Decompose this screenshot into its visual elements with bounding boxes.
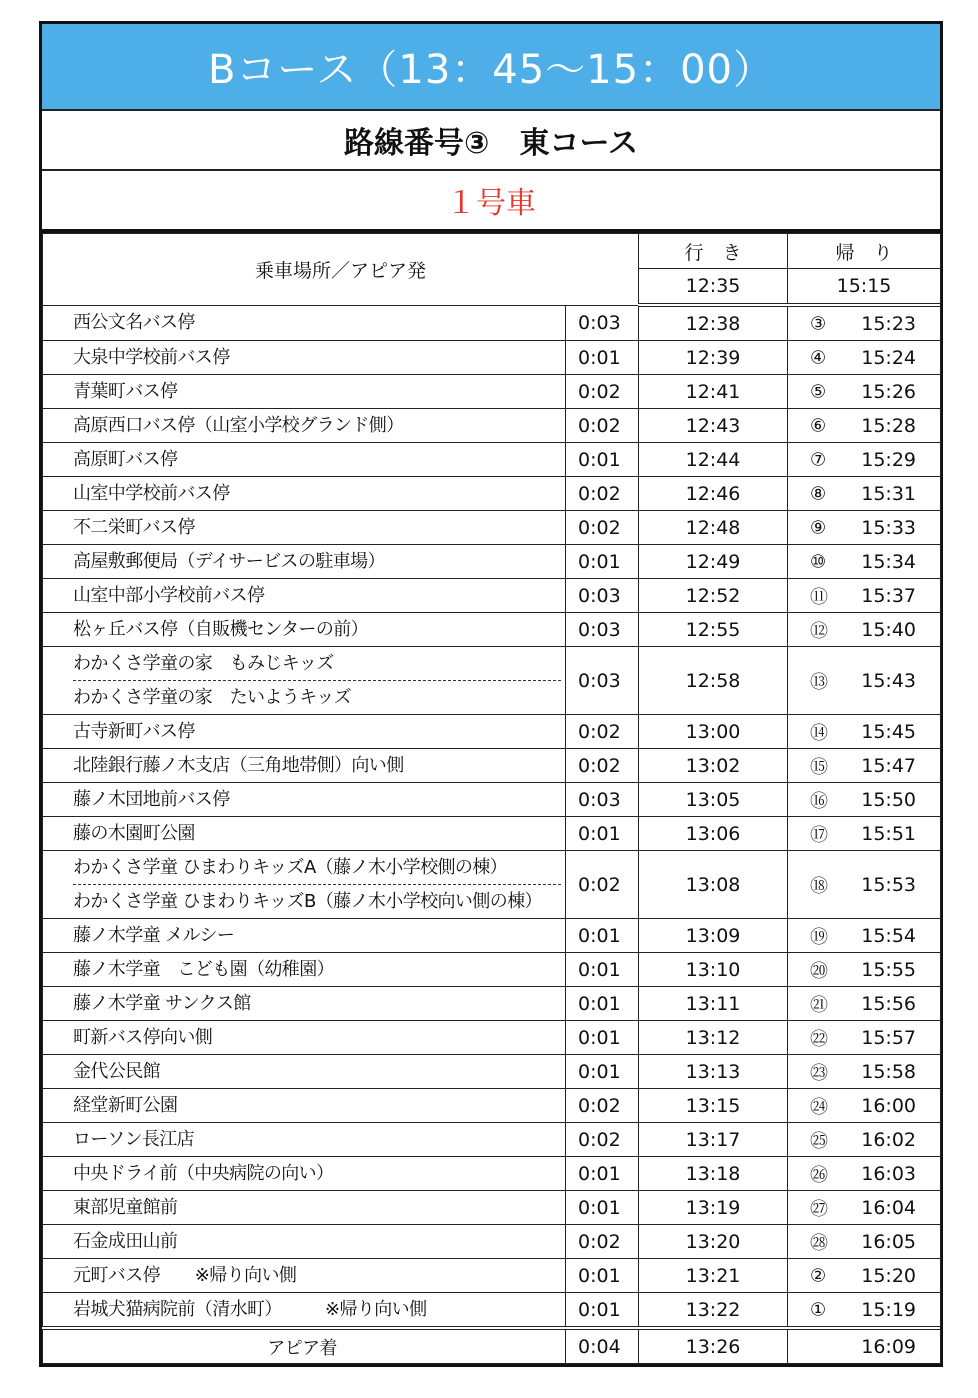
stop-name (43, 1157, 566, 1191)
stop-name (43, 953, 566, 987)
return-order-number: ⑤ (810, 381, 827, 402)
outbound-time: 13:00 (639, 715, 788, 749)
stop-name (43, 1293, 566, 1329)
stop-name-text: 金代公民館 (73, 1061, 160, 1082)
outbound-time: 13:12 (639, 1021, 788, 1055)
stop-name (43, 647, 566, 715)
duration: 0:03 (566, 579, 639, 613)
stop-name (43, 375, 566, 409)
stop-name (43, 987, 566, 1021)
outbound-time: 13:21 (639, 1259, 788, 1293)
return-cell (788, 919, 941, 953)
stop-name (43, 1225, 566, 1259)
arrival-row (43, 1328, 941, 1364)
duration: 0:02 (566, 409, 639, 443)
arrival-return-time: 16:09 (861, 1335, 917, 1358)
return-cell (788, 443, 941, 477)
return-order-number: ⑨ (810, 517, 827, 538)
return-time: 15:26 (861, 380, 917, 403)
table-row (43, 953, 941, 987)
return-order-number: ⑪ (810, 586, 829, 608)
stop-name (43, 749, 566, 783)
return-cell (788, 409, 941, 443)
duration: 0:01 (566, 1293, 639, 1329)
table-row (43, 1293, 941, 1329)
stop-header: 乗車場所／アピア発 (43, 234, 639, 306)
table-row (43, 817, 941, 851)
stop-name-text: わかくさ学童 ひまわりキッズA（藤ノ木小学校側の棟） (73, 857, 508, 878)
outbound-time: 13:17 (639, 1123, 788, 1157)
stop-name-text: 中央ドライ前（中央病院の向い） (73, 1163, 334, 1184)
return-cell (788, 1123, 941, 1157)
return-time: 15:40 (861, 618, 917, 641)
return-order-number: ㉘ (810, 1232, 829, 1254)
table-row (43, 1089, 941, 1123)
duration: 0:01 (566, 341, 639, 375)
return-time: 15:24 (861, 346, 917, 369)
outbound-time: 13:10 (639, 953, 788, 987)
stop-name (43, 511, 566, 545)
outbound-time: 12:43 (639, 409, 788, 443)
table-row (43, 477, 941, 511)
return-time: 16:00 (861, 1094, 917, 1117)
table-row (43, 851, 941, 919)
return-time: 15:47 (861, 754, 917, 777)
outbound-time: 12:39 (639, 341, 788, 375)
return-order-number: ㉗ (810, 1198, 829, 1220)
car-number: １号車 (42, 171, 940, 233)
stop-name (43, 715, 566, 749)
duration: 0:03 (566, 613, 639, 647)
return-cell (788, 715, 941, 749)
duration: 0:03 (566, 305, 639, 341)
return-cell (788, 647, 941, 715)
stop-name-text: 藤ノ木学童 メルシー (73, 925, 235, 946)
stop-name-text: 藤の木園町公園 (73, 823, 195, 844)
stop-name-text: 町新バス停向い側 (73, 1027, 213, 1048)
return-order-number: ① (810, 1299, 827, 1320)
return-time: 16:02 (861, 1128, 917, 1151)
stop-name (43, 851, 566, 919)
outbound-time: 12:55 (639, 613, 788, 647)
stop-name-text: 経堂新町公園 (73, 1095, 178, 1116)
table-row (43, 443, 941, 477)
return-time: 15:51 (861, 822, 917, 845)
stop-name-text: 古寺新町バス停 (73, 721, 195, 742)
stop-name-text: 高屋敷郵便局（デイサービスの駐車場） (73, 551, 385, 572)
return-header: 帰 り (788, 234, 941, 269)
outbound-time: 13:19 (639, 1191, 788, 1225)
stop-name-text: ローソン長江店 (73, 1129, 195, 1150)
return-cell (788, 851, 941, 919)
return-cell (788, 987, 941, 1021)
arrival-name: アピア着 (43, 1328, 566, 1364)
return-cell (788, 545, 941, 579)
stop-name-text: わかくさ学童の家 もみじキッズ (73, 653, 334, 674)
return-start-time: 15:15 (788, 269, 941, 306)
return-order-number: ⑲ (810, 926, 829, 948)
outbound-time: 12:49 (639, 545, 788, 579)
return-cell (788, 511, 941, 545)
return-order-number: ⑩ (810, 551, 827, 572)
stop-name-text: 大泉中学校前バス停 (73, 347, 230, 368)
return-time: 15:23 (861, 312, 917, 335)
return-cell (788, 1191, 941, 1225)
stop-name (43, 579, 566, 613)
table-row (43, 1225, 941, 1259)
return-time: 16:04 (861, 1196, 917, 1219)
return-time: 15:34 (861, 550, 917, 573)
outbound-time: 13:22 (639, 1293, 788, 1329)
arrival-duration: 0:04 (566, 1328, 639, 1364)
return-time: 15:31 (861, 482, 917, 505)
table-row (43, 1191, 941, 1225)
duration: 0:01 (566, 443, 639, 477)
duration: 0:02 (566, 511, 639, 545)
table-row (43, 647, 941, 715)
stop-name (43, 919, 566, 953)
return-order-number: ⑰ (810, 824, 829, 846)
table-row (43, 375, 941, 409)
outbound-time: 13:09 (639, 919, 788, 953)
duration: 0:01 (566, 545, 639, 579)
return-cell (788, 1157, 941, 1191)
stop-name (43, 477, 566, 511)
timetable (42, 233, 941, 1364)
table-row (43, 1021, 941, 1055)
return-cell (788, 1259, 941, 1293)
table-row (43, 1157, 941, 1191)
duration: 0:02 (566, 1225, 639, 1259)
outbound-time: 12:38 (639, 305, 788, 341)
stop-name (43, 443, 566, 477)
return-cell (788, 817, 941, 851)
return-time: 15:55 (861, 958, 917, 981)
table-row (43, 579, 941, 613)
return-order-number: ⑬ (810, 671, 829, 693)
return-time: 15:57 (861, 1026, 917, 1049)
return-order-number: ⑧ (810, 483, 827, 504)
table-row (43, 1055, 941, 1089)
return-time: 15:37 (861, 584, 917, 607)
return-order-number: ② (810, 1265, 827, 1286)
return-time: 15:58 (861, 1060, 917, 1083)
return-cell (788, 1225, 941, 1259)
table-row (43, 613, 941, 647)
outbound-start-time: 12:35 (639, 269, 788, 306)
return-order-number: ⑥ (810, 415, 827, 436)
return-cell (788, 1089, 941, 1123)
return-time: 15:45 (861, 720, 917, 743)
stop-name-text: 北陸銀行藤ノ木支店（三角地帯側）向い側 (73, 755, 404, 776)
return-cell (788, 579, 941, 613)
outbound-time: 12:46 (639, 477, 788, 511)
return-order-number: ④ (810, 347, 827, 368)
stop-name-text: わかくさ学童の家 たいようキッズ (73, 680, 561, 714)
duration: 0:03 (566, 647, 639, 715)
stop-name (43, 409, 566, 443)
stop-name-text: 山室中学校前バス停 (73, 483, 230, 504)
outbound-header: 行 き (639, 234, 788, 269)
return-order-number: ㉔ (810, 1096, 829, 1118)
duration: 0:02 (566, 1089, 639, 1123)
stop-name (43, 1089, 566, 1123)
return-order-number: ㉖ (810, 1164, 829, 1186)
return-time: 15:53 (861, 873, 917, 896)
stop-name-text: 高原町バス停 (73, 449, 178, 470)
table-row (43, 305, 941, 341)
duration: 0:01 (566, 1259, 639, 1293)
outbound-time: 13:05 (639, 783, 788, 817)
route-title: 路線番号③ 東コース (42, 111, 940, 171)
return-cell (788, 477, 941, 511)
return-order-number: ㉑ (810, 994, 829, 1016)
duration: 0:01 (566, 1055, 639, 1089)
return-order-number: ③ (810, 313, 827, 334)
return-time: 16:03 (861, 1162, 917, 1185)
outbound-time: 12:58 (639, 647, 788, 715)
table-row (43, 749, 941, 783)
table-row (43, 1259, 941, 1293)
return-time: 15:28 (861, 414, 917, 437)
table-row (43, 341, 941, 375)
header-row (43, 234, 941, 269)
stop-name (43, 1259, 566, 1293)
stop-name-text: 藤ノ木学童 こども園（幼稚園） (73, 959, 334, 980)
stop-name (43, 1123, 566, 1157)
stop-name (43, 341, 566, 375)
duration: 0:02 (566, 375, 639, 409)
return-order-number: ⑭ (810, 722, 829, 744)
return-order-number: ⑯ (810, 790, 829, 812)
outbound-time: 13:13 (639, 1055, 788, 1089)
return-order-number: ㉒ (810, 1028, 829, 1050)
table-row (43, 545, 941, 579)
return-time: 15:43 (861, 669, 917, 692)
stop-name-text: わかくさ学童 ひまわりキッズB（藤ノ木小学校向い側の棟） (73, 884, 561, 918)
table-row (43, 715, 941, 749)
outbound-time: 12:41 (639, 375, 788, 409)
stop-name (43, 1021, 566, 1055)
return-cell (788, 1055, 941, 1089)
stop-name (43, 783, 566, 817)
return-cell (788, 305, 941, 341)
outbound-time: 13:18 (639, 1157, 788, 1191)
duration: 0:03 (566, 783, 639, 817)
stop-name (43, 305, 566, 341)
duration: 0:02 (566, 749, 639, 783)
outbound-time: 12:48 (639, 511, 788, 545)
return-cell (788, 953, 941, 987)
stop-name-text: 藤ノ木学童 サンクス館 (73, 993, 251, 1014)
return-order-number: ⑦ (810, 449, 827, 470)
arrival-outbound-time: 13:26 (639, 1328, 788, 1364)
table-row (43, 919, 941, 953)
arrival-return-cell (788, 1328, 941, 1364)
return-cell (788, 783, 941, 817)
duration: 0:01 (566, 817, 639, 851)
return-cell (788, 613, 941, 647)
course-title: Bコース（13：45～15：00） (42, 24, 940, 111)
outbound-time: 13:02 (639, 749, 788, 783)
return-time: 15:20 (861, 1264, 917, 1287)
stop-name-text: 松ヶ丘バス停（自販機センターの前） (73, 619, 369, 640)
stop-name-text: 西公文名バス停 (73, 312, 195, 334)
return-time: 16:05 (861, 1230, 917, 1253)
return-time: 15:29 (861, 448, 917, 471)
duration: 0:01 (566, 1021, 639, 1055)
stop-name-text: 山室中部小学校前バス停 (73, 585, 265, 606)
stop-name-text: 高原西口バス停（山室小学校グランド側） (73, 415, 404, 436)
return-cell (788, 749, 941, 783)
return-order-number: ㉕ (810, 1130, 829, 1152)
return-time: 15:56 (861, 992, 917, 1015)
table-row (43, 511, 941, 545)
return-time: 15:33 (861, 516, 917, 539)
timetable-sheet (39, 21, 943, 1367)
stop-name-text: 不二栄町バス停 (73, 517, 195, 538)
outbound-time: 13:08 (639, 851, 788, 919)
return-order-number: ⑳ (810, 960, 829, 982)
return-time: 15:54 (861, 924, 917, 947)
duration: 0:01 (566, 1191, 639, 1225)
return-cell (788, 1021, 941, 1055)
duration: 0:02 (566, 477, 639, 511)
outbound-time: 13:15 (639, 1089, 788, 1123)
table-row (43, 1123, 941, 1157)
duration: 0:01 (566, 953, 639, 987)
table-row (43, 409, 941, 443)
return-order-number: ⑮ (810, 756, 829, 778)
stop-name (43, 817, 566, 851)
duration: 0:02 (566, 715, 639, 749)
return-order-number: ⑱ (810, 875, 829, 897)
stop-name-text: 東部児童館前 (73, 1197, 178, 1218)
duration: 0:01 (566, 1157, 639, 1191)
return-time: 15:50 (861, 788, 917, 811)
stop-name-text: 岩城犬猫病院前（清水町） ※帰り向い側 (73, 1299, 427, 1320)
return-cell (788, 341, 941, 375)
outbound-time: 13:20 (639, 1225, 788, 1259)
stop-name (43, 1191, 566, 1225)
outbound-time: 12:44 (639, 443, 788, 477)
table-row (43, 783, 941, 817)
duration: 0:01 (566, 987, 639, 1021)
stop-name-text: 青葉町バス停 (73, 381, 178, 402)
stop-name (43, 613, 566, 647)
outbound-time: 13:06 (639, 817, 788, 851)
outbound-time: 13:11 (639, 987, 788, 1021)
stop-name-text: 石金成田山前 (73, 1231, 178, 1252)
duration: 0:02 (566, 1123, 639, 1157)
duration: 0:02 (566, 851, 639, 919)
return-order-number: ㉓ (810, 1062, 829, 1084)
return-cell (788, 375, 941, 409)
return-time: 15:19 (861, 1298, 917, 1321)
stop-name (43, 545, 566, 579)
stop-name-text: 藤ノ木団地前バス停 (73, 789, 230, 810)
duration: 0:01 (566, 919, 639, 953)
stop-name-text: 元町バス停 ※帰り向い側 (73, 1265, 297, 1286)
return-cell (788, 1293, 941, 1329)
outbound-time: 12:52 (639, 579, 788, 613)
stop-name (43, 1055, 566, 1089)
return-order-number: ⑫ (810, 620, 829, 642)
table-row (43, 987, 941, 1021)
